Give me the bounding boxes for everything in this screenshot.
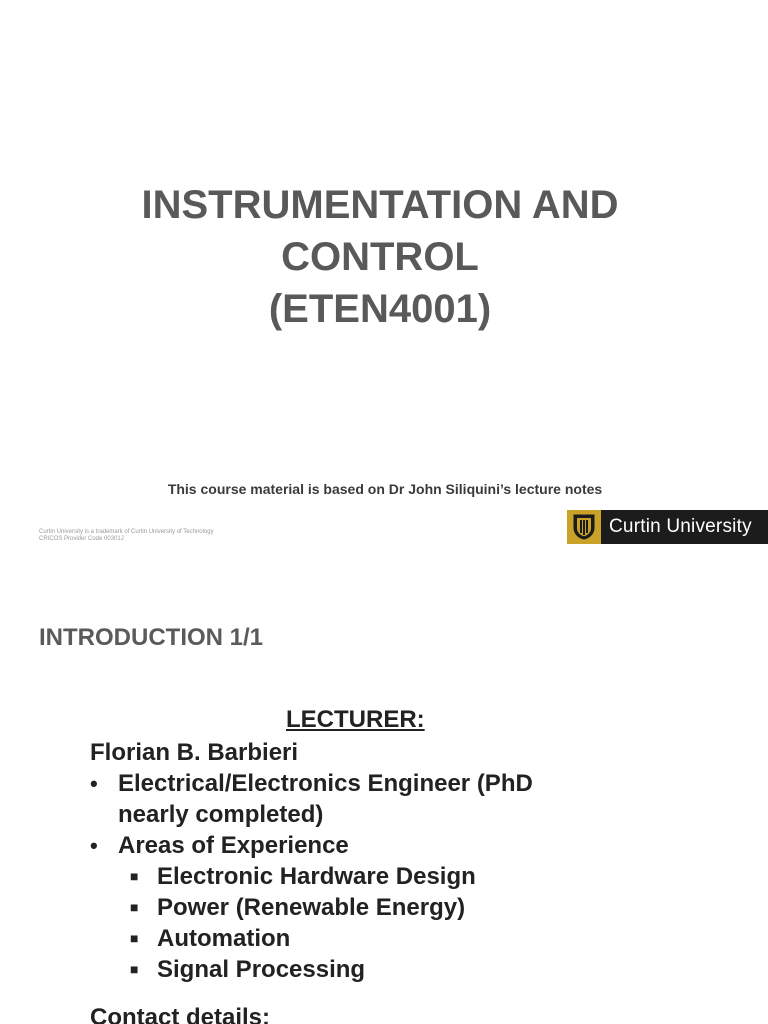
square-bullet-icon: ■ xyxy=(130,930,139,946)
trademark-note: Curtin University is a trademark of Curtin University of Technology xyxy=(39,529,214,535)
bullet-dot-icon: • xyxy=(90,833,98,858)
square-bullet-icon: ■ xyxy=(130,899,139,915)
fine-print xyxy=(39,529,214,543)
sub-bullet-text: Electronic Hardware Design xyxy=(157,863,476,890)
logo-wordmark: Curtin University xyxy=(609,516,752,537)
square-bullet-icon: ■ xyxy=(130,961,139,977)
slide-title xyxy=(0,179,760,335)
title-line-3: (ETEN4001) xyxy=(268,287,492,331)
sub-bullet-item xyxy=(90,923,598,954)
bullet-text: Areas of Experience xyxy=(118,832,349,859)
bullet-item xyxy=(90,830,598,861)
based-on-note: This course material is based on Dr John Siliquini’s lecture notes xyxy=(167,481,603,497)
sub-bullet-text: Power (Renewable Energy) xyxy=(157,894,466,921)
sub-bullet-text: Automation xyxy=(157,925,291,952)
title-line-1: INSTRUMENTATION AND xyxy=(141,183,619,227)
introduction-slide xyxy=(0,576,768,1024)
square-bullet-icon: ■ xyxy=(130,868,139,884)
bullet-text: Electrical/Electronics Engineer (PhD nearly completed) xyxy=(118,770,533,828)
sub-bullet-item xyxy=(90,954,598,985)
curtin-crest-icon xyxy=(567,510,601,544)
title-line-2: CONTROL xyxy=(281,235,479,279)
lecturer-heading: LECTURER: xyxy=(286,706,425,733)
intro-title: INTRODUCTION 1/1 xyxy=(39,624,264,651)
sub-bullet-item xyxy=(90,861,598,892)
contact-details-heading: Contact details: xyxy=(90,1004,271,1024)
slide-content xyxy=(90,737,598,1024)
sub-bullet-item xyxy=(90,892,598,923)
bullet-item xyxy=(90,768,598,830)
bullet-dot-icon: • xyxy=(90,771,98,796)
cricos-code: CRICOS Provider Code 00301J xyxy=(39,536,124,542)
lecturer-name: Florian B. Barbieri xyxy=(90,739,299,766)
curtin-logo xyxy=(567,510,768,544)
sub-bullet-text: Signal Processing xyxy=(157,956,366,983)
